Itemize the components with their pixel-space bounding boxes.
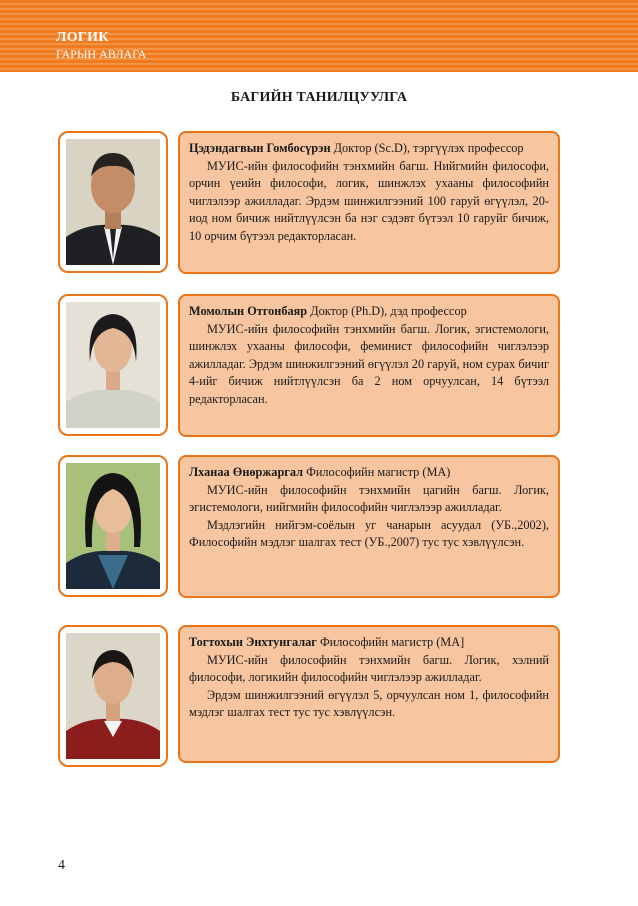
member-name: Момолын Отгонбаяр bbox=[189, 304, 308, 318]
member-photo bbox=[66, 633, 160, 759]
bio-paragraph: Мэдлэгийн нийгэм-соёлын уг чанарын асуудал (УБ.,2002), Философийн мэдлэг шалгах тест (УБ.,2007) тус тус хэвлүүлсэн. bbox=[189, 517, 549, 549]
member-photo-frame bbox=[58, 294, 168, 436]
bio-card bbox=[178, 294, 560, 437]
bio-paragraph: МУИС-ийн философийн тэнхмийн багш. Логик, эгистемологи, шинжлэх ухааны философи, феминист философийн чиглэлээр ажилладаг. Эрдэм шинжилгээний өгүүлэл 20 гаруй, ном сурах бичиг 4-ийг бичиж нийтлүүлсэн ба 2 ном орчуулсан, 14 бүтээл редакторласан. bbox=[189, 321, 549, 406]
book-subtitle: ГАРЫН АВЛАГА bbox=[56, 47, 147, 61]
member-title: Доктор (Ph.D), дэд профессор bbox=[310, 304, 467, 318]
bio-paragraph: МУИС-ийн философийн тэнхмийн багш. Логик, хэлний философи, логикийн философийн чиглэлээр ажилладаг. bbox=[189, 652, 549, 684]
page-heading: БАГИЙН ТАНИЛЦУУЛГА bbox=[230, 90, 408, 105]
bio-card bbox=[178, 455, 560, 598]
member-photo-frame bbox=[58, 131, 168, 273]
member-name: Тогтохын Энхтунгалаг bbox=[189, 635, 317, 649]
page-number: 4 bbox=[58, 858, 65, 873]
bio-paragraph: МУИС-ийн философийн тэнхмийн цагийн багш. Логик, эгистемологи, нийгмийн философийн чиглэлээр ажилладаг. bbox=[189, 482, 549, 514]
member-photo bbox=[66, 463, 160, 589]
bio-card bbox=[178, 625, 560, 763]
member-name: Лханаа Өнөржаргал bbox=[189, 465, 304, 479]
bio-paragraph: Эрдэм шинжилгээний өгүүлэл 5, орчуулсан ном 1, философийн мэдлэг шалгах тест тус тус хэвлүүлсэн. bbox=[189, 687, 549, 719]
bio-card bbox=[178, 131, 560, 274]
member-photo-frame bbox=[58, 625, 168, 767]
bio-paragraph: МУИС-ийн философийн тэнхмийн багш. Нийгмийн философи, орчин үеийн философи, логик, шинжлэх ухааны философийн чиглэлээр ажилладаг. Эрдэм шинжилгээний 100 гаруй өгүүлэл, 20-иод ном бичиж нийтлүүлсэн ба нэг сэдэвт бүтээл 10 гаруйг бичиж, 10 орчим бүтээл редакторласан. bbox=[189, 158, 549, 243]
member-title: Философийн магистр (МА] bbox=[319, 635, 465, 649]
member-photo bbox=[66, 139, 160, 265]
member-title: Доктор (Sc.D), тэргүүлэх профессор bbox=[333, 141, 524, 155]
member-name: Цэдэндагвын Гомбосүрэн bbox=[189, 141, 331, 155]
member-title: Философийн магистр (МА) bbox=[306, 465, 451, 479]
book-title: ЛОГИК bbox=[56, 30, 109, 45]
page-header bbox=[0, 0, 638, 72]
member-photo bbox=[66, 302, 160, 428]
member-photo-frame bbox=[58, 455, 168, 597]
